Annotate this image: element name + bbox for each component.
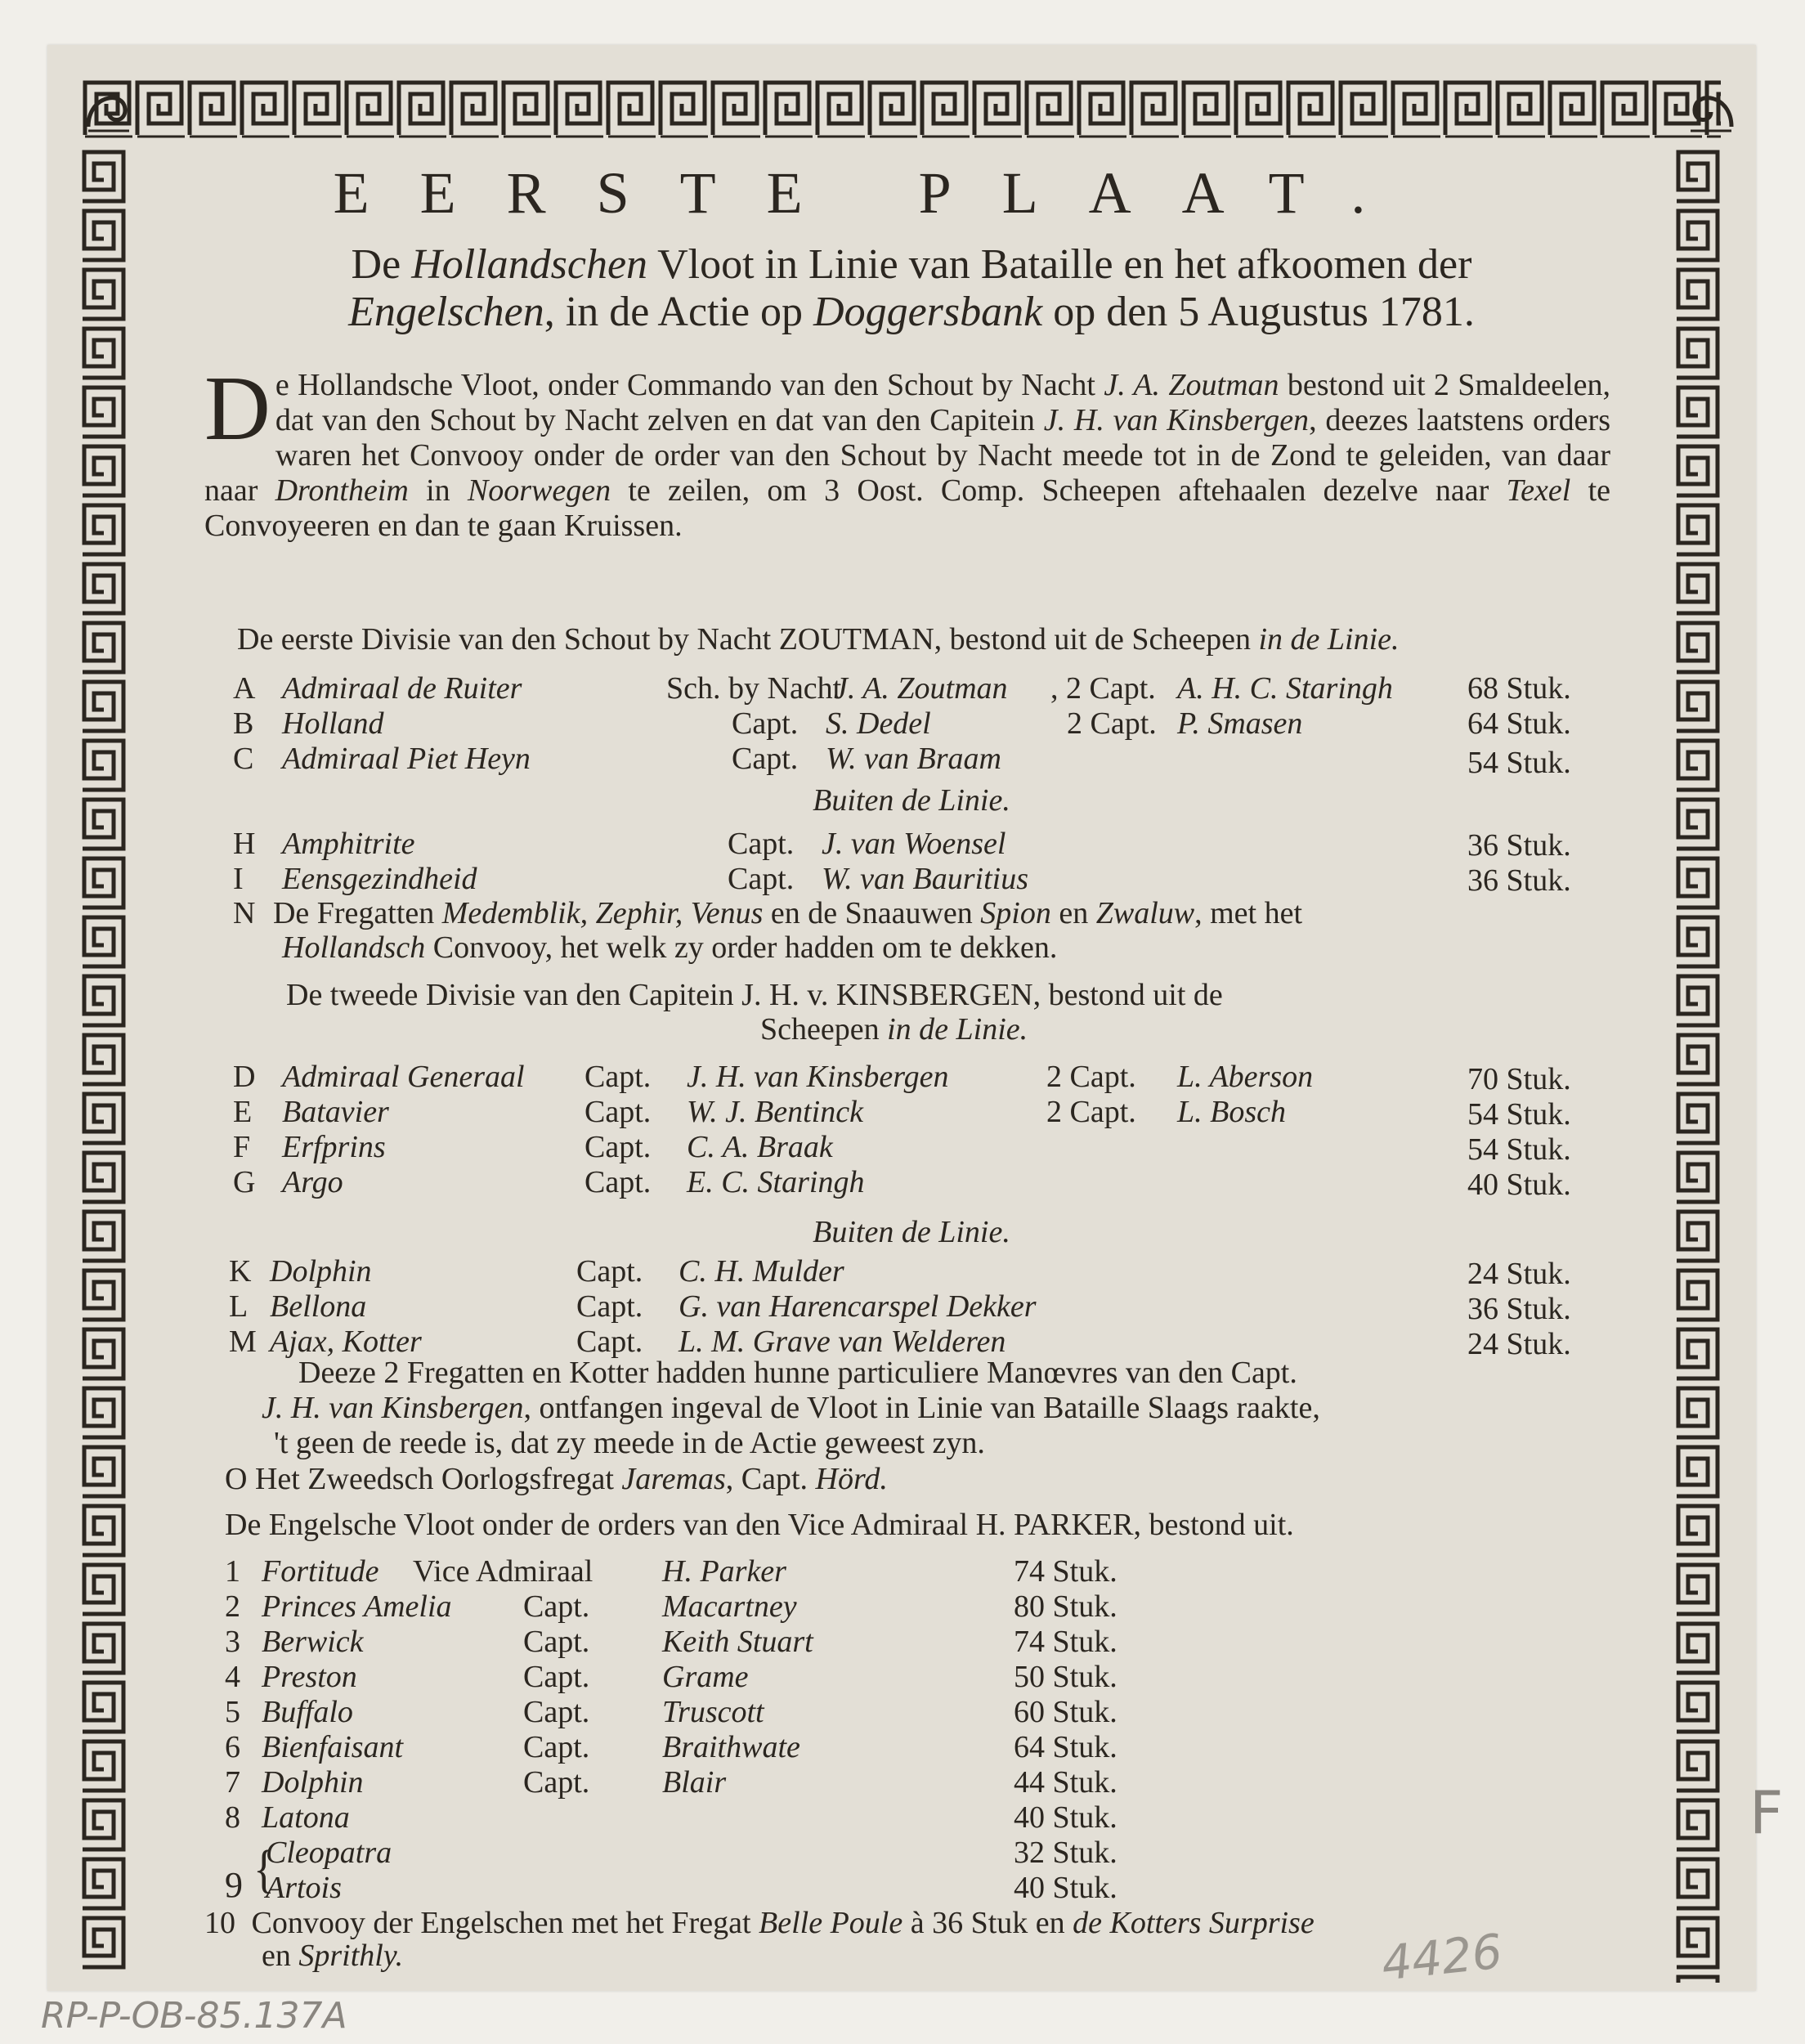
ship-name: Dolphin	[270, 1254, 372, 1289]
intro-text: te Convoyeeren en dan te gaan Kruissen.	[204, 473, 1610, 543]
ship-captain: G. van Harencarspel Dekker	[679, 1289, 1037, 1324]
ship-captain: Grame	[662, 1660, 749, 1694]
n-line-text: De Fregatten	[272, 896, 442, 930]
ship-captain: C. H. Mulder	[679, 1254, 844, 1289]
ship-name: Amphitrite	[282, 827, 415, 861]
ship-number: 2	[225, 1589, 240, 1624]
gun-count: 40 Stuk.	[1467, 1168, 1571, 1202]
intro-text: bestond uit 2 Smaldeelen, dat van den Schout by Nacht zelven en dat van den Capitein	[275, 368, 1610, 437]
gun-count: 60 Stuk.	[1014, 1695, 1117, 1729]
note-line-3: 't geen de reede is, dat zy meede in de Actie geweest zyn.	[274, 1426, 985, 1460]
gun-count: 54 Stuk.	[1467, 1132, 1571, 1167]
ship-rank: Capt.	[523, 1660, 590, 1694]
ship-number: 4	[225, 1660, 240, 1694]
convoy-text: Convooy der Engelschen met het Fregat	[251, 1906, 759, 1940]
ship-rank: Capt.	[576, 1254, 643, 1289]
greek-key-border-right	[1672, 147, 1722, 1983]
gun-count: 74 Stuk.	[1014, 1625, 1117, 1659]
gun-count: 54 Stuk.	[1467, 746, 1571, 780]
greek-key-border-top	[82, 78, 1721, 139]
gun-count: 68 Stuk.	[1467, 671, 1571, 706]
ship-name: Dolphin	[262, 1765, 364, 1800]
heading-italic: in de Linie.	[887, 1012, 1028, 1047]
ship-name: Admiraal de Ruiter	[282, 671, 522, 706]
catalog-number: RP-P-OB-85.137A	[41, 1995, 347, 2037]
ship-name: Fortitude	[262, 1554, 379, 1589]
ship-captain: J. H. van Kinsbergen	[687, 1060, 949, 1094]
ship-rank: Vice Admiraal	[413, 1554, 593, 1589]
note-text: , ontfangen ingeval de Vloot in Linie van Bataille Slaags raakte,	[523, 1391, 1320, 1425]
ship-captain: Macartney	[662, 1589, 797, 1624]
ship-rank: Capt.	[728, 862, 795, 896]
corner-ornament-icon	[80, 78, 137, 139]
ship-letter: F	[233, 1130, 251, 1164]
n-line-continued	[282, 930, 1057, 966]
heading-text: Scheepen	[760, 1012, 888, 1047]
gun-count: 40 Stuk.	[1014, 1800, 1117, 1835]
second-captain-rank: , 2 Capt.	[1050, 671, 1156, 706]
convoy-italic: Sprithly.	[298, 1939, 404, 1973]
note-italic: J. H. van Kinsbergen	[262, 1391, 524, 1425]
second-captain-rank: 2 Capt.	[1046, 1095, 1136, 1129]
subtitle-text: , in de Actie op	[544, 289, 814, 335]
n-line-text: en	[1050, 896, 1096, 930]
ship-number: 10	[204, 1906, 235, 1940]
gun-count: 32 Stuk.	[1014, 1836, 1117, 1870]
ship-name: Princes Amelia	[262, 1589, 452, 1624]
subtitle	[204, 241, 1619, 336]
pencil-letter: F	[1749, 1778, 1784, 1847]
convoy-text: en	[262, 1939, 299, 1973]
o-line	[225, 1461, 888, 1497]
gun-count: 24 Stuk.	[1467, 1327, 1571, 1361]
gun-count: 36 Stuk.	[1467, 1292, 1571, 1326]
outside-line-heading: Buiten de Linie.	[813, 783, 1010, 818]
ship-captain: J. van Woensel	[822, 827, 1006, 861]
brace-icon: {	[253, 1840, 275, 1898]
ship-captain: Truscott	[662, 1695, 764, 1729]
convoy-line-continued	[262, 1938, 403, 1974]
ship-name: Ajax, Kotter	[270, 1325, 422, 1359]
n-line-italic: Spion	[980, 896, 1051, 930]
gun-count: 36 Stuk.	[1467, 828, 1571, 863]
intro-text: te zeilen, om 3 Oost. Comp. Scheepen aftehaalen dezelve naar	[611, 473, 1507, 508]
ship-captain: S. Dedel	[826, 706, 931, 741]
n-line-text: , met het	[1194, 896, 1303, 930]
heading-text: De eerste Divisie van den Schout by Nacht ZOUTMAN, bestond uit de Scheepen	[237, 622, 1259, 657]
ship-letter: N	[233, 896, 256, 930]
gun-count: 36 Stuk.	[1467, 863, 1571, 898]
ship-letter: M	[229, 1325, 257, 1359]
corner-ornament-icon	[1682, 78, 1740, 139]
ship-letter: G	[233, 1165, 256, 1199]
n-line-text: Convooy, het welk zy order hadden om te dekken.	[425, 930, 1058, 965]
intro-italic: J. A. Zoutman	[1104, 368, 1279, 402]
ship-number: 5	[225, 1695, 240, 1729]
ship-letter: H	[233, 827, 256, 861]
ship-rank: Capt.	[523, 1730, 590, 1764]
second-captain: P. Smasen	[1177, 706, 1303, 741]
drop-cap: D	[204, 358, 271, 459]
second-captain-rank: 2 Capt.	[1067, 706, 1157, 741]
ship-rank: Capt.	[584, 1060, 652, 1094]
ship-number: 6	[225, 1730, 240, 1764]
division-2-heading: De tweede Divisie van den Capitein J. H. v. KINSBERGEN, bestond uit de	[286, 978, 1223, 1012]
ship-name: Admiraal Generaal	[282, 1060, 525, 1094]
second-captain: A. H. C. Staringh	[1177, 671, 1393, 706]
ship-letter: C	[233, 742, 254, 776]
inventory-number: 4426	[1378, 1923, 1505, 1992]
ship-name: Cleopatra	[266, 1836, 392, 1870]
ship-name: Eensgezindheid	[282, 862, 477, 896]
ship-name: Berwick	[262, 1625, 364, 1659]
gun-count: 44 Stuk.	[1014, 1765, 1117, 1800]
ship-name: Batavier	[282, 1095, 389, 1129]
subtitle-italic: Engelschen	[348, 289, 544, 335]
ship-captain: W. van Braam	[826, 742, 1001, 776]
ship-rank: Capt.	[584, 1095, 652, 1129]
ship-number: 8	[225, 1800, 240, 1835]
gun-count: 40 Stuk.	[1014, 1871, 1117, 1905]
intro-italic: Noorwegen	[467, 473, 611, 508]
note-line-2	[262, 1390, 1320, 1426]
ship-captain: H. Parker	[662, 1554, 786, 1589]
ship-captain: Blair	[662, 1765, 727, 1800]
intro-italic: Drontheim	[275, 473, 409, 508]
division-1-heading	[237, 621, 1400, 657]
ship-rank: Capt.	[732, 706, 799, 741]
ship-rank: Capt.	[584, 1130, 652, 1164]
ship-rank: Capt.	[523, 1589, 590, 1624]
convoy-text: à 36 Stuk en	[902, 1906, 1073, 1940]
subtitle-text: Vloot in Linie van Bataille en het afkoomen der	[647, 241, 1472, 288]
ship-captain: W. J. Bentinck	[687, 1095, 863, 1129]
ship-name: Holland	[282, 706, 384, 741]
ship-rank: Capt.	[523, 1695, 590, 1729]
n-line-italic: Hollandsch	[282, 930, 426, 965]
ship-name: Preston	[262, 1660, 357, 1694]
ship-captain: C. A. Braak	[687, 1130, 833, 1164]
convoy-line	[204, 1905, 1315, 1941]
second-captain: L. Bosch	[1177, 1095, 1286, 1129]
page-title: EERSTE PLAAT.	[333, 160, 1417, 226]
ship-rank: Capt.	[576, 1325, 643, 1359]
o-line-italic: Jaremas	[621, 1462, 726, 1496]
ship-captain: W. van Bauritius	[822, 862, 1028, 896]
ship-captain: J. A. Zoutman	[834, 671, 1008, 706]
ship-name: Latona	[262, 1800, 350, 1835]
ship-rank: Capt.	[732, 742, 799, 776]
gun-count: 50 Stuk.	[1014, 1660, 1117, 1694]
ship-name: Admiraal Piet Heyn	[282, 742, 531, 776]
ship-name: Bellona	[270, 1289, 367, 1324]
o-line-text: , Capt.	[725, 1462, 816, 1496]
greek-key-border-left	[78, 147, 128, 1970]
o-line-text: O Het Zweedsch Oorlogsfregat	[225, 1462, 622, 1496]
gun-count: 70 Stuk.	[1467, 1062, 1571, 1096]
ship-letter: K	[229, 1254, 252, 1289]
subtitle-text: De	[351, 241, 412, 288]
second-captain-rank: 2 Capt.	[1046, 1060, 1136, 1094]
gun-count: 24 Stuk.	[1467, 1257, 1571, 1291]
ship-captain: Keith Stuart	[662, 1625, 813, 1659]
ship-letter: E	[233, 1095, 253, 1129]
n-line	[233, 895, 1302, 931]
note-line-1: Deeze 2 Fregatten en Kotter hadden hunne particuliere Manœvres van den Capt.	[298, 1356, 1297, 1390]
n-line-text: en de Snaauwen	[763, 896, 981, 930]
ship-rank: Capt.	[523, 1765, 590, 1800]
intro-italic: J. H. van Kinsbergen	[1043, 403, 1310, 437]
convoy-italic: Belle Poule	[759, 1906, 903, 1940]
ship-name: Argo	[282, 1165, 343, 1199]
subtitle-italic: Doggersbank	[813, 289, 1043, 335]
subtitle-text: op den 5 Augustus 1781.	[1042, 289, 1475, 335]
ship-letter: D	[233, 1060, 256, 1094]
n-line-italic: Zwaluw	[1095, 896, 1195, 930]
second-captain: L. Aberson	[1177, 1060, 1314, 1094]
ship-letter: L	[229, 1289, 249, 1324]
intro-text: in	[408, 473, 468, 508]
gun-count: 54 Stuk.	[1467, 1097, 1571, 1132]
gun-count: 64 Stuk.	[1467, 706, 1571, 741]
ship-captain: Braithwate	[662, 1730, 800, 1764]
ship-name: Bienfaisant	[262, 1730, 404, 1764]
outside-line-heading-2: Buiten de Linie.	[813, 1215, 1010, 1249]
ship-number: 1	[225, 1554, 240, 1589]
ship-rank: Capt.	[576, 1289, 643, 1324]
intro-paragraph	[204, 358, 1610, 544]
intro-text: e Hollandsche Vloot, onder Commando van den Schout by Nacht	[275, 368, 1104, 402]
intro-text: , deezes laatstens orders waren het Convooy onder de order van den Schout by Nacht meede tot in de Zond te geleiden, van daar naar	[204, 403, 1610, 508]
ship-letter: A	[233, 671, 256, 706]
ship-name: Artois	[266, 1871, 342, 1905]
division-2-heading-continued	[760, 1011, 1028, 1047]
pair-number: 9	[225, 1865, 243, 1905]
ship-captain: E. C. Staringh	[687, 1165, 865, 1199]
subtitle-italic: Hollandschen	[411, 241, 648, 288]
ship-letter: I	[233, 862, 244, 896]
gun-count: 74 Stuk.	[1014, 1554, 1117, 1589]
heading-italic: in de Linie.	[1258, 622, 1400, 657]
ship-name: Buffalo	[262, 1695, 353, 1729]
intro-italic: Texel	[1506, 473, 1571, 508]
ship-rank: Sch. by Nacht	[666, 671, 842, 706]
ship-rank: Capt.	[728, 827, 795, 861]
ship-number: 7	[225, 1765, 240, 1800]
n-line-italic: Medemblik, Zephir, Venus	[441, 896, 764, 930]
ship-letter: B	[233, 706, 254, 741]
o-line-italic: Hörd.	[815, 1462, 888, 1496]
ship-number: 3	[225, 1625, 240, 1659]
ship-captain: L. M. Grave van Welderen	[679, 1325, 1006, 1359]
convoy-italic: de Kotters Surprise	[1073, 1906, 1315, 1940]
ship-rank: Capt.	[523, 1625, 590, 1659]
english-fleet-heading: De Engelsche Vloot onder de orders van den Vice Admiraal H. PARKER, bestond uit.	[225, 1508, 1294, 1542]
ship-rank: Capt.	[584, 1165, 652, 1199]
ship-name: Erfprins	[282, 1130, 386, 1164]
gun-count: 80 Stuk.	[1014, 1589, 1117, 1624]
gun-count: 64 Stuk.	[1014, 1730, 1117, 1764]
